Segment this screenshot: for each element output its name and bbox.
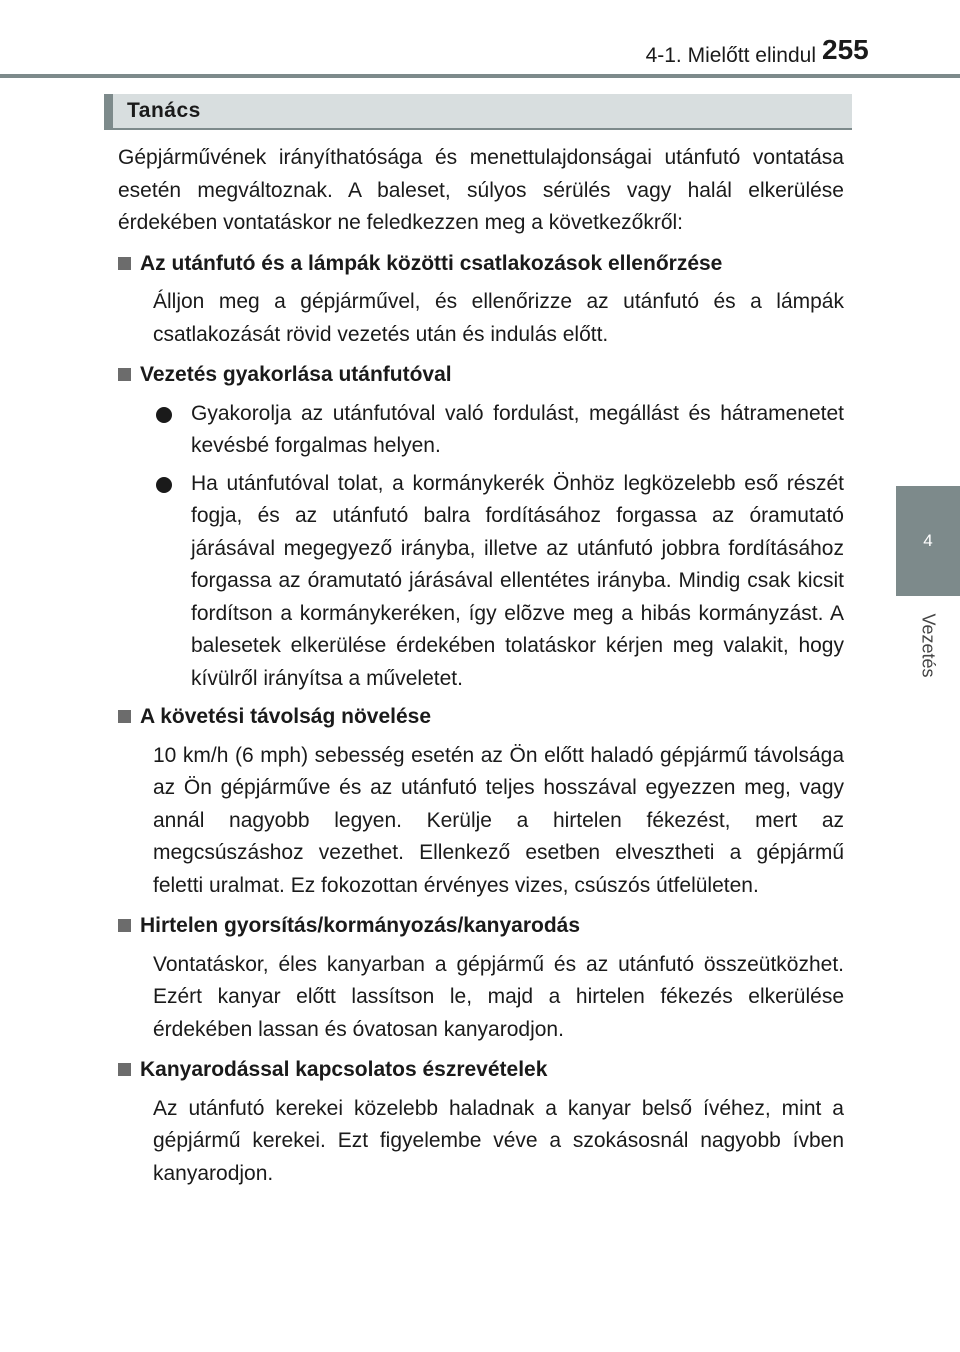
intro-paragraph: Gépjárművének irányíthatósága és menettulajdonságai utánfutó vontatása esetén megváltoznak. A baleset, súlyos sérülés vagy halál elkerülése érdekében vontatáskor ne feledkezzen meg a következőkről:	[118, 146, 844, 234]
section-text: Vontatáskor, éles kanyarban a gépjármű és az utánfutó összeütközhet. Ezért kanyar előtt lassítson le, majd a hirtelen fékezés elkerülése érdekében lassan és óvatosan kanyarodjon.	[153, 952, 844, 1041]
section-heading	[118, 701, 844, 734]
section-heading-text: Hirtelen gyorsítás/kormányozás/kanyarodás	[140, 914, 581, 937]
square-bullet-icon	[118, 710, 131, 723]
square-bullet-icon	[118, 919, 131, 932]
section-heading	[118, 910, 844, 943]
section-heading	[118, 1054, 844, 1087]
caution-content	[118, 142, 844, 1198]
bullet-dot-icon	[156, 477, 172, 493]
section-heading	[118, 248, 844, 281]
chapter-title: 4-1. Mielőtt elindul	[645, 44, 816, 67]
square-bullet-icon	[118, 1063, 131, 1076]
caution-title: Tanács	[127, 99, 201, 122]
bullet-item	[118, 398, 844, 463]
chapter-tab-number: 4	[923, 531, 933, 550]
square-bullet-icon	[118, 368, 131, 381]
chapter-tab	[896, 486, 960, 596]
section-heading-text: Kanyarodással kapcsolatos észrevételek	[140, 1058, 548, 1081]
bullet-item	[118, 468, 844, 696]
section-text: 10 km/h (6 mph) sebesség esetén az Ön előtt haladó gépjármű távolsága az Ön gépjárműve és az utánfutó teljes hosszával egyezzen meg, vagy annál nagyobb legyen. Kerülje a hirtelen fékezést, mert az megcsúszáshoz vezethet. Ellenkező esetben elvesztheti a gépjármű feletti uralmat. Ez fokozottan érvényes vizes, csúszós útfelületen.	[153, 743, 844, 897]
page-number: 255	[822, 34, 869, 65]
caution-box-header	[104, 94, 852, 130]
header-rule	[0, 74, 960, 78]
chapter-side-label-text: Vezetés	[918, 612, 939, 678]
bullet-dot-icon	[156, 407, 172, 423]
bullet-text: Ha utánfutóval tolat, a kormánykerék Önhöz legközelebb eső részét fogja, és az utánfutó balra fordításához forgassa az óramutató járásával megegyező irányba, illetve az utánfutó jobbra fordításához forgassa az óramutató járásával ellentétes irányba. Mindig csak kicsit fordítson a kormánykeréken, így elõzve meg a hibás kormányzást. A balesetek elkerülése érdekében tolatáskor kérjen meg valakit, hogy kívülről irányítsa a műveletet.	[191, 471, 844, 690]
section-text: Álljon meg a gépjárművel, és ellenőrizze az utánfutó és a lámpák csatlakozását rövid vezetés után és indulás előtt.	[153, 290, 844, 346]
square-bullet-icon	[118, 257, 131, 270]
bullet-text: Gyakorolja az utánfutóval való fordulást, megállást és hátramenetet kevésbé forgalmas helyen.	[191, 401, 844, 457]
chapter-side-label	[896, 600, 960, 690]
section-heading-text: Az utánfutó és a lámpák közötti csatlakozások ellenőrzése	[140, 251, 723, 275]
section-heading-text: A követési távolság növelése	[140, 705, 432, 728]
section-text: Az utánfutó kerekei közelebb haladnak a kanyar belső ívéhez, mint a gépjármű kerekei. Ezt figyelembe véve a szokásosnál nagyobb ívben kanyarodjon.	[153, 1096, 844, 1185]
section-heading	[118, 359, 844, 392]
section-heading-text: Vezetés gyakorlása utánfutóval	[140, 363, 452, 386]
